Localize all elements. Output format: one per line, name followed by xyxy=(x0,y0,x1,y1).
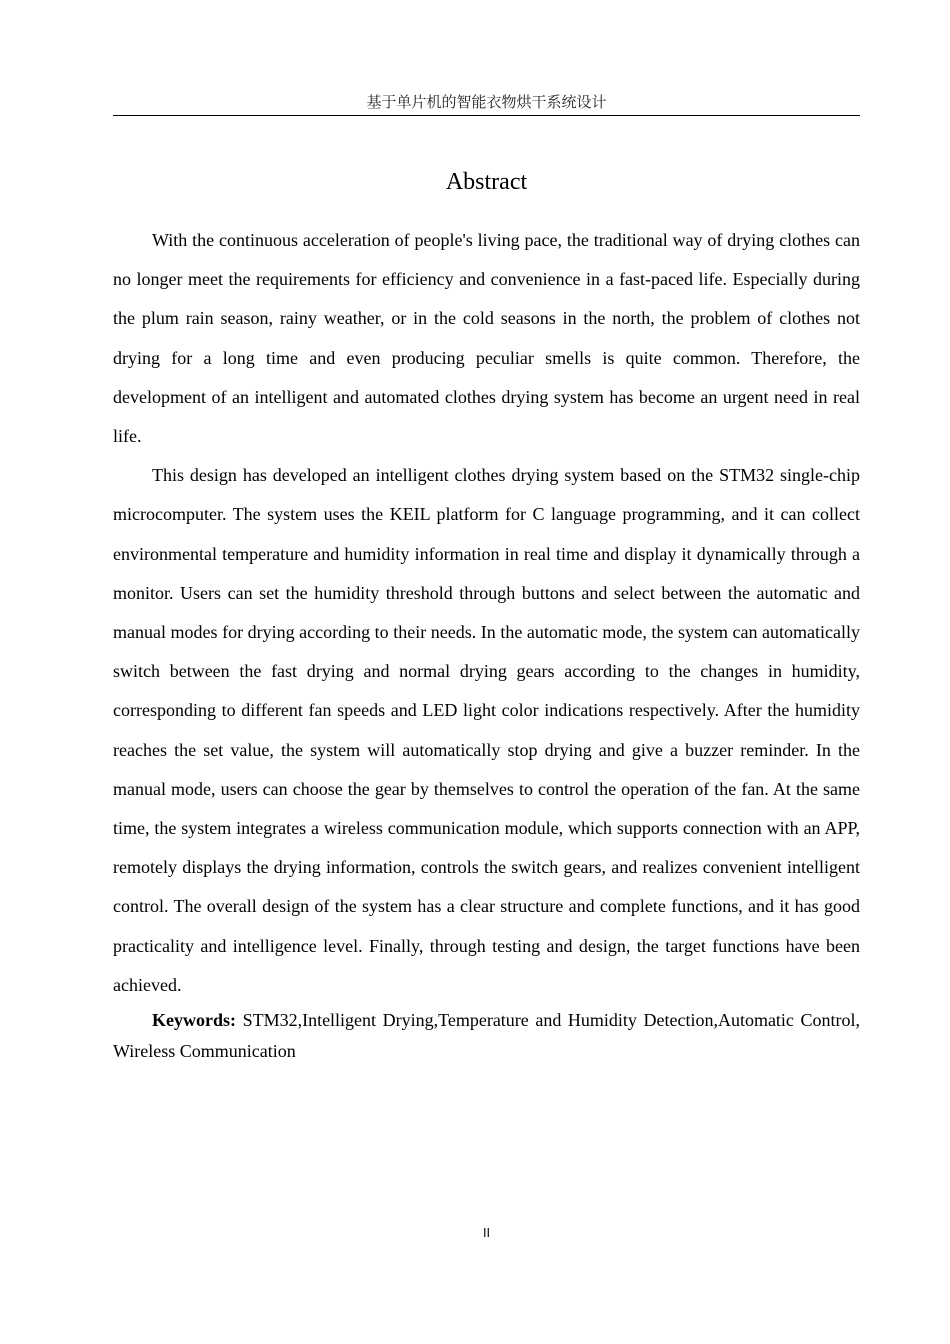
abstract-body xyxy=(113,221,860,1067)
keywords-label: Keywords: xyxy=(152,1010,236,1031)
keywords-line xyxy=(113,1005,860,1067)
keywords-text: STM32,Intelligent Drying,Temperature and Humidity Detection,Automatic Control, Wireless Communication xyxy=(113,1010,860,1062)
abstract-title: Abstract xyxy=(445,169,528,195)
page-number: II xyxy=(482,1226,491,1240)
header-divider xyxy=(113,115,860,116)
abstract-paragraph-1: With the continuous acceleration of people's living pace, the traditional way of drying clothes can no longer meet the requirements for efficiency and convenience in a fast-paced life. Especially during the plum rain season, rainy weather, or in the cold seasons in the north, the problem of clothes not drying for a long time and even producing peculiar smells is quite common. Therefore, the development of an intelligent and automated clothes drying system has become an urgent need in real life. xyxy=(113,230,860,447)
abstract-paragraph-2: This design has developed an intelligent clothes drying system based on the STM32 single-chip microcomputer. The system uses the KEIL platform for C language programming, and it can collect environmental temperature and humidity information in real time and display it dynamically through a monitor. Users can set the humidity threshold through buttons and select between the automatic and manual modes for drying according to their needs. In the automatic mode, the system can automatically switch between the fast drying and normal drying gears according to the changes in humidity, corresponding to different fan speeds and LED light color indications respectively. After the humidity reaches the set value, the system will automatically stop drying and give a buzzer reminder. In the manual mode, users can choose the gear by themselves to control the operation of the fan. At the same time, the system integrates a wireless communication module, which supports connection with an APP, remotely displays the drying information, controls the switch gears, and realizes convenient intelligent control. The overall design of the system has a clear structure and complete functions, and it has good practicality and intelligence level. Finally, through testing and design, the target functions have been achieved. xyxy=(113,465,860,995)
running-header: 基于单片机的智能衣物烘干系统设计 xyxy=(366,93,607,111)
